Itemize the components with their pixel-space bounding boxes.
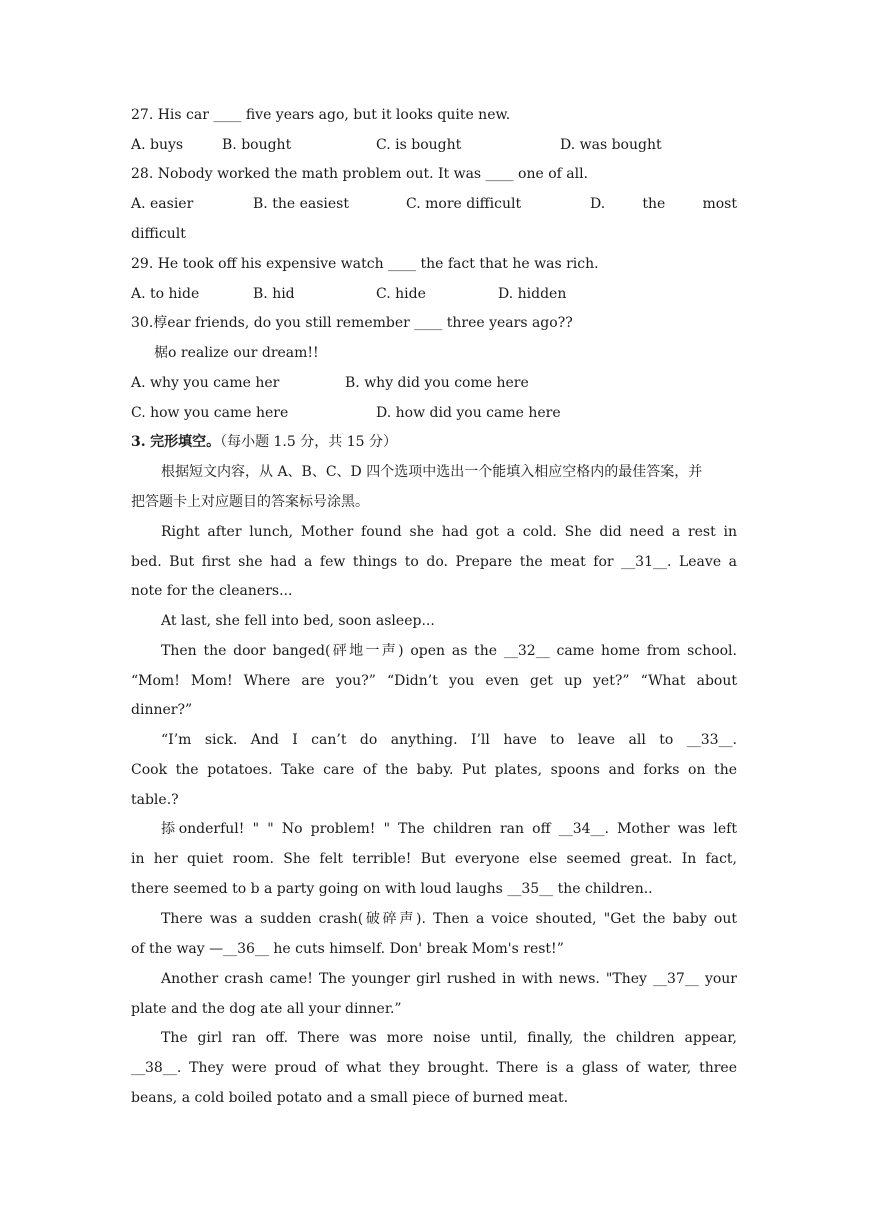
passage-p7-line1: Another crash came! The younger girl rushed in with news. "They __37__ your [161, 971, 737, 987]
passage-p5-line1: 掭onderful! " " No problem! " The children ran off __34__. Mother was left [161, 821, 737, 837]
q29-option-a: A. to hide [131, 286, 200, 302]
passage-p3-line3: dinner?” [131, 702, 193, 718]
passage-p4-line1: “I’m sick. And I can’t do anything. I’ll have to leave all to __33__. [161, 732, 737, 748]
section-number: 3. [131, 434, 146, 450]
passage-p8-line3: beans, a cold boiled potato and a small piece of burned meat. [131, 1090, 569, 1106]
passage-p1-line3: note for the cleaners... [131, 583, 293, 599]
q29-option-d: D. hidden [498, 286, 567, 302]
instruction-line-2: 把答题卡上对应题目的答案标号涂黑。 [131, 494, 369, 510]
q28-option-d-wrap: difficult [131, 226, 186, 242]
q27-stem: 27. His car ____ five years ago, but it looks quite new. [131, 107, 511, 123]
q29-option-b: B. hid [253, 286, 295, 302]
section-title: 完形填空。 [150, 434, 221, 450]
passage-p3-line2: “Mom! Mom! Where are you?” “Didn’t you even get up yet?” “What about [131, 673, 737, 689]
passage-p6-line1: There was a sudden crash(破碎声). Then a voice shouted, "Get the baby out [161, 911, 737, 927]
q28-option-c: C. more difficult [406, 196, 522, 212]
q28-option-a: A. easier [131, 196, 194, 212]
q29-stem: 29. He took off his expensive watch ____ the fact that he was rich. [131, 256, 599, 272]
q30-stem: 30.椁ear friends, do you still remember ____ three years ago?? [131, 315, 573, 331]
section-scoring-note: （每小题 1.5 分，共 15 分） [220, 434, 397, 450]
q28-option-b: B. the easiest [253, 196, 349, 212]
passage-p5-line3: there seemed to b a party going on with loud laughs __35__ the children.. [131, 881, 653, 897]
instruction-line-1: 根据短文内容，从 A、B、C、D 四个选项中选出一个能填入相应空格内的最佳答案，并 [161, 464, 703, 480]
passage-p7-line2: plate and the dog ate all your dinner.” [131, 1001, 402, 1017]
q30-option-d: D. how did you came here [376, 405, 561, 421]
q29-option-c: C. hide [376, 286, 426, 302]
passage-p3-line1: Then the door banged(砰地一声) open as the __32__ came home from school. [161, 643, 737, 659]
q27-option-a: A. buys [131, 137, 184, 153]
passage-p5-line2: in her quiet room. She felt terrible! But everyone else seemed great. In fact, [131, 851, 737, 867]
q27-option-d: D. was bought [560, 137, 662, 153]
passage-p8-line1: The girl ran off. There was more noise until, finally, the children appear, [161, 1030, 737, 1046]
passage-p2: At last, she fell into bed, soon asleep... [161, 613, 435, 629]
q28-stem: 28. Nobody worked the math problem out. It was ____ one of all. [131, 166, 589, 182]
q30-stem-line2: 椐o realize our dream!! [154, 345, 319, 361]
q30-option-b: B. why did you come here [345, 375, 529, 391]
passage-p8-line2: __38__. They were proud of what they brought. There is a glass of water, three [131, 1060, 737, 1076]
passage-p4-line2: Cook the potatoes. Take care of the baby. Put plates, spoons and forks on the [131, 762, 737, 778]
passage-p1-line2: bed. But first she had a few things to do. Prepare the meat for __31__. Leave a [131, 554, 737, 570]
passage-p6-line2: of the way —__36__ he cuts himself. Don' break Mom's rest!” [131, 941, 564, 957]
passage-p1-line1: Right after lunch, Mother found she had got a cold. She did need a rest in [161, 524, 737, 540]
q27-option-c: C. is bought [376, 137, 462, 153]
q30-option-a: A. why you came her [131, 375, 280, 391]
passage-p4-line3: table.? [131, 792, 179, 808]
q30-option-c: C. how you came here [131, 405, 289, 421]
section-heading [131, 432, 737, 452]
q28-option-d: D. the most [590, 196, 737, 212]
q27-option-b: B. bought [222, 137, 292, 153]
